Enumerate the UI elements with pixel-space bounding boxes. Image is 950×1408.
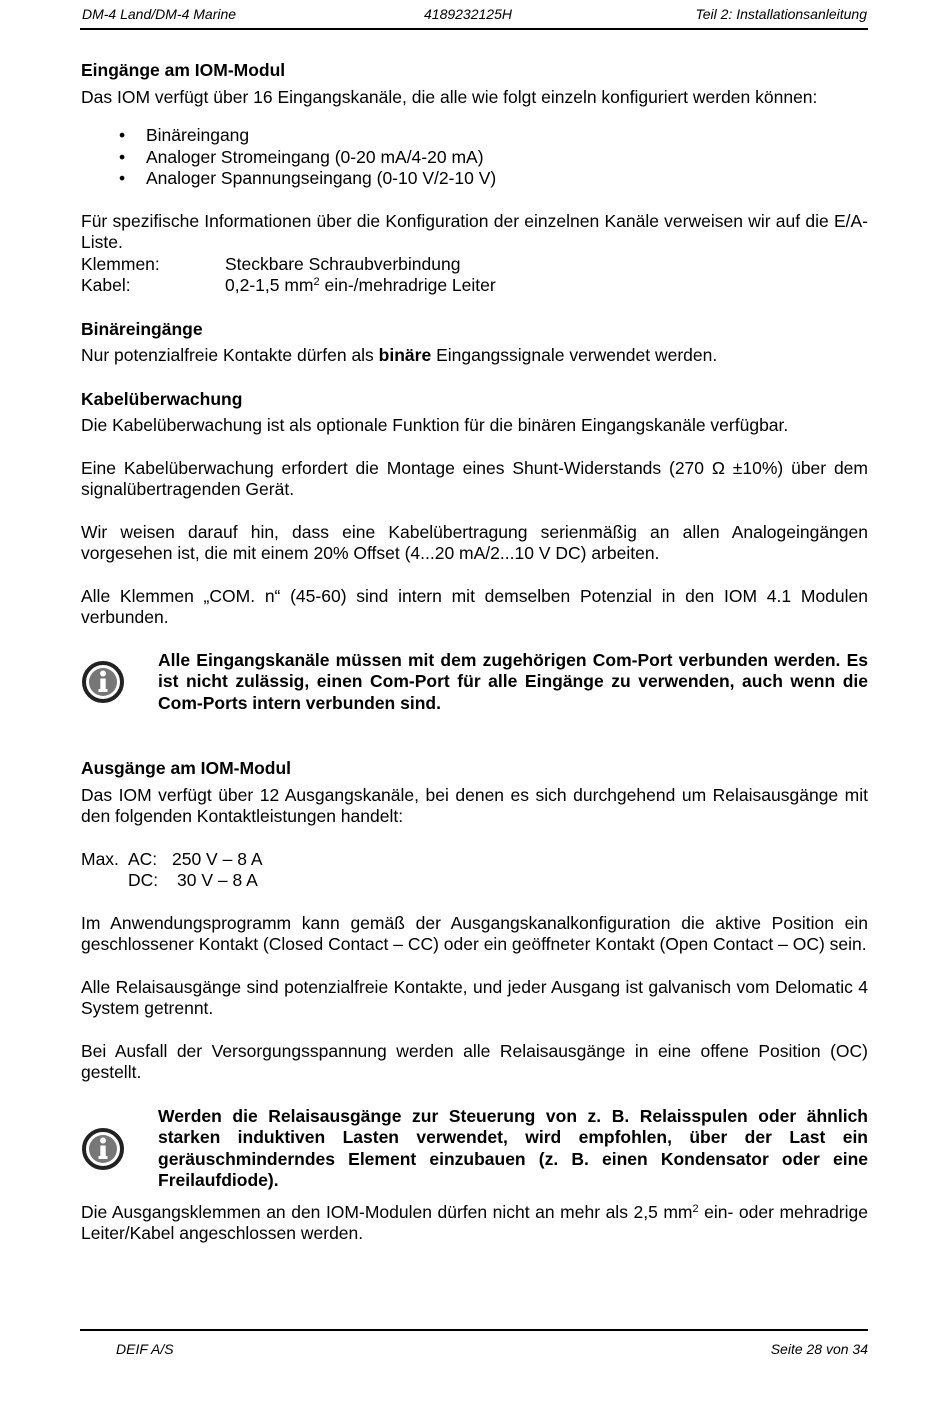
list-item: • Analoger Spannungseingang (0-10 V/2-10 V) [119, 168, 868, 190]
max-label: Max. [81, 848, 119, 869]
dc-rating-row [81, 870, 868, 892]
page-content [81, 60, 868, 1245]
terminals-label: Klemmen: [81, 253, 160, 274]
list-item: • Binäreingang [119, 125, 868, 147]
terminals-row [81, 254, 868, 276]
note-com-ports-text: Alle Eingangskanäle müssen mit dem zugehörigen Com-Port verbunden werden. Es ist nicht zulässig, einen Com-Port für alle Eingänge zu verwenden, auch wenn die Com-Ports intern verbunden sind. [158, 649, 868, 713]
cable-value-superscript: 2 [313, 276, 320, 288]
final-text-superscript: 2 [692, 1202, 699, 1215]
cable-row [81, 275, 868, 297]
info-icon [81, 660, 158, 704]
cable-monitoring-p2: Eine Kabelüberwachung erfordert die Montage eines Shunt-Widerstands (270 Ω ±10%) über dem signalübertragenden Gerät. [81, 457, 868, 499]
outputs-intro: Das IOM verfügt über 12 Ausgangskanäle, bei denen es sich durchgehend um Relaisausgänge mit den folgenden Kontaktleistungen handelt: [81, 784, 868, 826]
cable-monitoring-heading: Kabelüberwachung [81, 388, 243, 409]
outputs-heading: Ausgänge am IOM-Modul [81, 758, 291, 778]
footer-rule [80, 1329, 868, 1331]
outputs-p3: Bei Ausfall der Versorgungsspannung werden alle Relaisausgänge in eine offene Position (OC) gestellt. [81, 1040, 868, 1082]
header-section-title: Teil 2: Installationsanleitung [695, 6, 867, 22]
cable-monitoring-p4: Alle Klemmen „COM. n“ (45-60) sind intern mit demselben Potenzial in den IOM 4.1 Modulen verbunden. [81, 585, 868, 627]
final-paragraph [81, 1202, 868, 1245]
binary-text-bold: binäre [378, 345, 432, 365]
inputs-heading: Eingänge am IOM-Modul [81, 60, 286, 80]
note-inductive-loads [81, 1106, 868, 1192]
outputs-p2: Alle Relaisausgänge sind potenzialfreie Kontakte, und jeder Ausgang ist galvanisch vom Delomatic 4 System getrennt. [81, 976, 868, 1018]
binary-text-start: Nur potenzialfreie Kontakte dürfen als [81, 345, 379, 365]
binary-heading: Binäreingänge [81, 318, 203, 339]
cable-monitoring-p3: Wir weisen darauf hin, dass eine Kabelübertragung serienmäßig an allen Analogeingängen vorgesehen ist, die mit einem 20% Offset (4...20 mA/2...10 V DC) arbeiten. [81, 521, 868, 563]
terminals-value: Steckbare Schraubverbindung [225, 253, 461, 274]
binary-text [81, 345, 868, 367]
dc-label: DC: [128, 870, 159, 890]
header-rule [80, 28, 868, 30]
inputs-reference: Für spezifische Informationen über die Konfiguration der einzelnen Kanäle verweisen wir auf die E/A-Liste. [81, 210, 868, 252]
cable-value [225, 275, 496, 297]
inputs-intro: Das IOM verfügt über 16 Eingangskanäle, die alle wie folgt einzeln konfiguriert werden können: [81, 86, 818, 107]
ac-label: AC: [128, 848, 158, 869]
ac-value: 250 V – 8 A [172, 848, 263, 869]
cable-value-text: 0,2-1,5 mm [225, 275, 314, 295]
header-document-number: 4189232125H [424, 6, 512, 22]
header-document-title: DM-4 Land/DM-4 Marine [82, 6, 237, 22]
note-com-ports [81, 650, 868, 715]
footer-company: DEIF A/S [116, 1341, 174, 1357]
note-inductive-loads-text: Werden die Relaisausgänge zur Steuerung von z. B. Relaisspulen oder ähnlich starken induktiven Lasten verwendet, wird empfohlen, über der Last ein geräuschminderndes Element einzubauen (z. B. einen Kondensator oder eine Freilaufdiode). [158, 1105, 868, 1190]
ac-rating-row [81, 849, 868, 871]
cable-value-text-end: ein-/mehradrige Leiter [319, 275, 496, 295]
input-types-list [119, 125, 868, 190]
outputs-p1: Im Anwendungsprogramm kann gemäß der Ausgangskanalkonfiguration die aktive Position ein geschlossener Kontakt (Closed Contact – CC) oder ein geöffneter Kontakt (Open Contact – OC) sein. [81, 912, 868, 954]
cable-label: Kabel: [81, 275, 131, 295]
info-icon [81, 1127, 158, 1171]
footer-page-number: Seite 28 von 34 [770, 1341, 868, 1357]
final-text-end: ein- oder mehradrige Leiter/Kabel angeschlossen werden. [81, 1201, 868, 1243]
binary-text-end: Eingangssignale verwendet werden. [431, 345, 718, 365]
cable-monitoring-p1: Die Kabelüberwachung ist als optionale Funktion für die binären Eingangskanäle verfügbar. [81, 415, 789, 435]
dc-value: 30 V – 8 A [177, 870, 258, 890]
final-text-start: Die Ausgangsklemmen an den IOM-Modulen dürfen nicht an mehr als 2,5 mm [81, 1201, 693, 1222]
list-item: • Analoger Stromeingang (0-20 mA/4-20 mA) [119, 147, 868, 169]
